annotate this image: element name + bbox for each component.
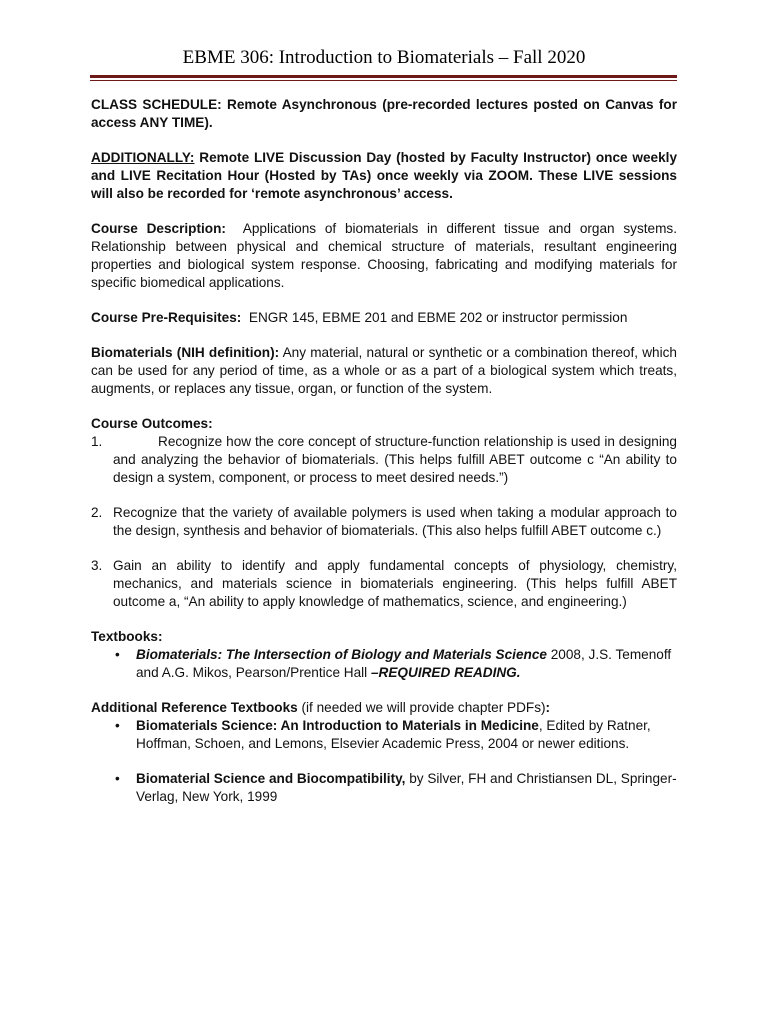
outcome-number: 1.	[91, 434, 103, 449]
additionally-paragraph	[91, 149, 677, 203]
class-schedule-paragraph	[91, 96, 677, 132]
textbooks-heading: Textbooks:	[91, 629, 163, 644]
textbook-required-note: –REQUIRED READING.	[370, 665, 521, 680]
nih-definition-label: Biomaterials (NIH definition):	[91, 345, 280, 360]
outcome-text: Recognize that the variety of available polymers is used when taking a modular approach to the design, synthesis and behavior of biomaterials. (This also helps fulfill ABET outcome c.)	[113, 505, 677, 538]
additionally-text: Remote LIVE Discussion Day (hosted by Faculty Instructor) once weekly and LIVE Recitation Hour (Hosted by TAs) once weekly via ZOOM. These LIVE sessions will also be recorded for ‘remote asynchronous’ access.	[91, 150, 677, 201]
reference-details: , Edited by Ratner, Hoffman, Schoen, and Lemons, Elsevier Academic Press, 2004 or newer editions.	[136, 718, 651, 751]
document-body	[91, 96, 681, 806]
textbooks-list	[91, 646, 677, 682]
bullet-icon: •	[115, 718, 120, 733]
bullet-icon: •	[115, 647, 120, 662]
reference-textbooks-heading: Additional Reference Textbooks (if needed we will provide chapter PDFs):	[91, 700, 551, 715]
outcome-item	[91, 433, 677, 487]
prerequisites-label: Course Pre-Requisites:	[91, 310, 242, 325]
reference-textbooks-note: (if needed we will provide chapter PDFs)	[297, 700, 546, 715]
bullet-icon: •	[115, 771, 120, 786]
course-description-paragraph	[91, 220, 681, 292]
additionally-label: ADDITIONALLY:	[91, 150, 195, 165]
reference-item	[91, 717, 677, 753]
reference-details: by Silver, FH and Christiansen DL, Springer-Verlag, New York, 1999	[136, 771, 677, 804]
outcome-item	[91, 557, 677, 611]
course-outcomes-list	[91, 433, 677, 611]
nih-definition-text: Any material, natural or synthetic or a combination thereof, which can be used for any period of time, as a whole or as a part of a biological system which treats, augments, or replaces any tissue, organ, or function of the system.	[91, 345, 677, 396]
outcome-number: 3.	[91, 558, 103, 573]
outcome-text: Recognize how the core concept of structure-function relationship is used in designing and analyzing the behavior of biomaterials. (This helps fulfill ABET outcome c “An ability to design a system, component, or process to meet desired needs.”)	[113, 434, 677, 485]
outcome-number: 2.	[91, 505, 103, 520]
reference-title: Biomaterials Science: An Introduction to Materials in Medicine	[136, 718, 539, 733]
prerequisites-text: ENGR 145, EBME 201 and EBME 202 or instructor permission	[241, 310, 628, 325]
textbook-item	[91, 646, 677, 682]
prerequisites-paragraph	[91, 309, 677, 327]
reference-title: Biomaterial Science and Biocompatibility,	[136, 771, 406, 786]
class-schedule-text: CLASS SCHEDULE: Remote Asynchronous (pre-recorded lectures posted on Canvas for access ANY TIME).	[91, 97, 677, 130]
course-outcomes-heading: Course Outcomes:	[91, 416, 213, 431]
nih-definition-paragraph	[91, 344, 677, 398]
outcome-text: Gain an ability to identify and apply fundamental concepts of physiology, chemistry, mechanics, and materials science in biomaterials engineering. (This helps fulfill ABET outcome a, “An ability to apply knowledge of mathematics, science, and engineering.)	[113, 558, 677, 609]
header-rule-thin	[90, 80, 677, 81]
header-rule-thick	[90, 75, 677, 78]
course-description-label: Course Description:	[91, 221, 226, 236]
textbook-details: 2008, J.S. Temenoff and A.G. Mikos, Pearson/Prentice Hall	[136, 647, 672, 680]
outcome-item	[91, 504, 677, 540]
textbook-title: Biomaterials: The Intersection of Biology and Materials Science	[136, 647, 547, 662]
reference-item	[91, 770, 677, 806]
course-description-text: Applications of biomaterials in different tissue and organ systems. Relationship between physical and chemical structure of materials, resultant engineering properties and biological system response. Choosing, fabricating and modifying materials for specific biomedical applications.	[91, 221, 681, 290]
reference-textbooks-list	[91, 717, 677, 806]
page-title: EBME 306: Introduction to Biomaterials – Fall 2020	[182, 47, 586, 68]
